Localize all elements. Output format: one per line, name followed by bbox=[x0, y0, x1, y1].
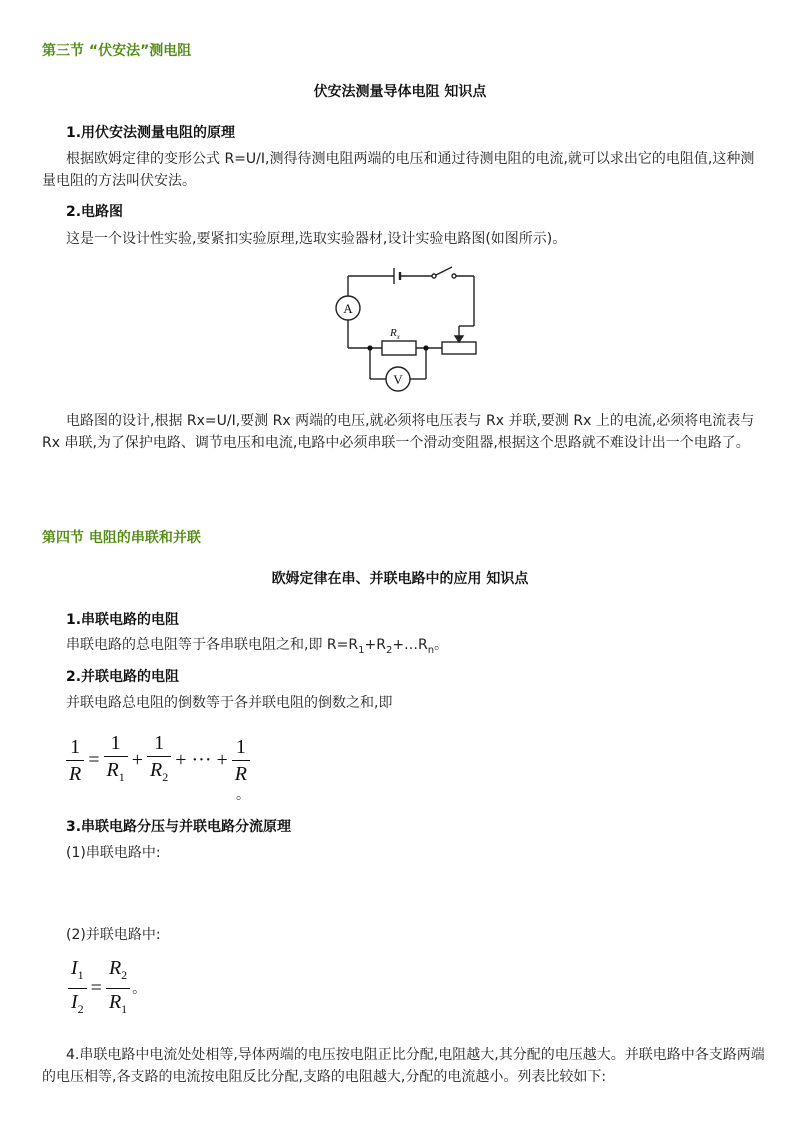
voltmeter-label: V bbox=[393, 372, 403, 387]
rheostat bbox=[442, 342, 476, 354]
circuit-intro-text: 这是一个设计性实验,要紧扣实验原理,选取实验器材,设计实验电路图(如图所示)。 bbox=[66, 231, 567, 247]
parallel-resistance-text: 并联电路总电阻的倒数等于各并联电阻的倒数之和,即 bbox=[66, 695, 393, 711]
series-resistance-text: 串联电路的总电阻等于各串联电阻之和,即 $R=R_1+R_2+\dots R_n$。 bbox=[66, 637, 449, 656]
switch-blade bbox=[436, 267, 452, 275]
circuit-title: 2.电路图 bbox=[66, 204, 124, 220]
series-circuit-label: (1)串联电路中: bbox=[66, 845, 161, 861]
formula-1-period: 。 bbox=[236, 787, 250, 803]
parallel-resistance-formula: $\frac{1}{R}$ = $\frac{1}{R_1}$ + $\frac{1}{R_2}$ + ··· + $\frac{1}{R}$ bbox=[64, 730, 252, 790]
section-3-title: 第三节 “伏安法”测电阻 bbox=[42, 43, 192, 59]
principle-title: 1.用伏安法测量电阻的原理 bbox=[66, 125, 236, 141]
resistor-rx bbox=[382, 341, 416, 355]
parallel-resistance-title: 2.并联电路的电阻 bbox=[66, 669, 180, 685]
series-resistance-title: 1.串联电路的电阻 bbox=[66, 612, 180, 628]
junction-right bbox=[423, 345, 428, 350]
principle-text: 根据欧姆定律的变形公式 R=U/I,测得待测电阻两端的电压和通过待测电阻的电流,就可以求出它的电阻值,这种测量电阻的方法叫伏安法。 bbox=[42, 151, 755, 189]
switch-pivot bbox=[432, 274, 436, 278]
slider-arrow bbox=[455, 336, 463, 342]
junction-left bbox=[367, 345, 372, 350]
switch-contact bbox=[452, 274, 456, 278]
comparison-text: 4.串联电路中电流处处相等,导体两端的电压按电阻正比分配,电阻越大,其分配的电压越大。并联电路中各支路两端的电压相等,各支路的电流按电阻反比分配,支路的电阻越大,分配的电流越小。列表比较如下: bbox=[42, 1047, 765, 1085]
ammeter-label: A bbox=[343, 301, 353, 316]
current-divider-formula: $\frac{I_1}{I_2}$ = $\frac{R_2}{R_1}$ 。 bbox=[66, 955, 146, 1022]
section-4-heading: 欧姆定律在串、并联电路中的应用 知识点 bbox=[271, 571, 529, 587]
section-3-heading: 伏安法测量导体电阻 知识点 bbox=[313, 84, 487, 100]
parallel-circuit-label: (2)并联电路中: bbox=[66, 927, 161, 943]
resistor-label: $R_x$ bbox=[390, 327, 400, 341]
divider-principle-title: 3.串联电路分压与并联电路分流原理 bbox=[66, 819, 292, 835]
circuit-diagram bbox=[326, 262, 486, 396]
circuit-design-text: 电路图的设计,根据 Rx=U/I,要测 Rx 两端的电压,就必须将电压表与 Rx 并联,要测 Rx 上的电流,必须将电流表与 Rx 串联,为了保护电路、调节电压和电流,电路中必须串联一个滑动变阻器,根据这个思路就不难设计出一个电路了。 bbox=[42, 413, 755, 451]
section-4-title: 第四节 电阻的串联和并联 bbox=[42, 530, 201, 546]
